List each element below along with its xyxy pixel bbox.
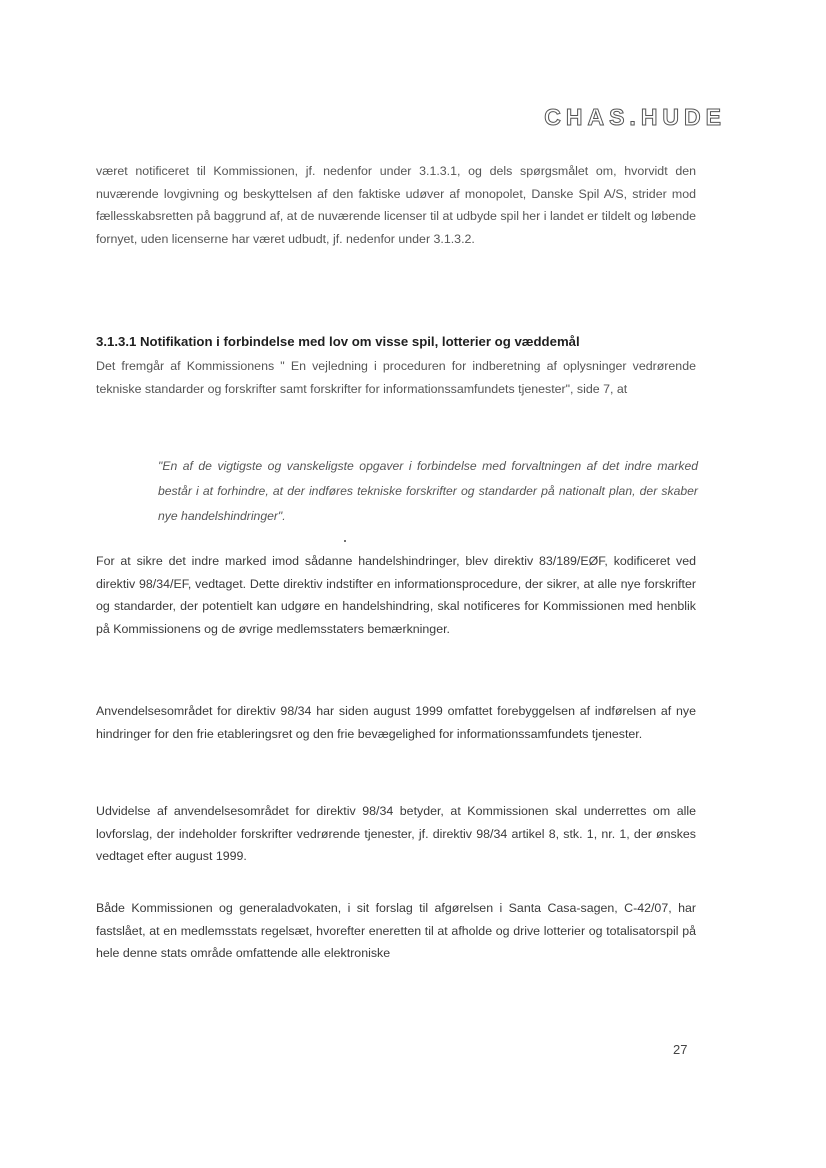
company-logo: CHAS.HUDE (544, 104, 726, 130)
paragraph-intro: været notificeret til Kommissionen, jf. nedenfor under 3.1.3.1, og dels spørgsmålet om, hvorvidt den nuværende lovgivning og beskyttelsen af den faktiske udøver af monopolet, Danske Spil A/S, strider mod fællesskabsretten på baggrund af, at de nuværende licenser til at udbyde spil her i landet er tildelt og løbende fornyet, uden licenserne har været udbudt, jf. nedenfor under 3.1.3.2. (96, 164, 696, 246)
paragraph-guidance: Det fremgår af Kommissionens " En vejledning i proceduren for indberetning af oplysninger vedrørende tekniske standarder og forskrifter samt forskrifter for informationssamfundets tjenester", side 7, at (96, 359, 696, 396)
paragraph-santa-casa: Både Kommissionen og generaladvokaten, i sit forslag til afgørelsen i Santa Casa-sagen, C-42/07, har fastslået, at en medlemsstats regelsæt, hvorefter eneretten til at afholde og drive lotterier og totalisatorspil på hele denne stats område omfattende alle elektroniske (96, 901, 696, 960)
page-number: 27 (673, 1042, 688, 1057)
paragraph-extension: Udvidelse af anvendelsesområdet for direktiv 98/34 betyder, at Kommissionen skal underrettes om alle lovforslag, der indeholder forskrifter vedrørende tjenester, jf. direktiv 98/34 artikel 8, stk. 1, nr. 1, der ønskes vedtaget efter august 1999. (96, 804, 696, 863)
section-heading: 3.1.3.1 Notifikation i forbindelse med lov om visse spil, lotterier og væddemål (96, 334, 580, 349)
scan-speck (344, 540, 346, 542)
block-quote: "En af de vigtigste og vanskeligste opgaver i forbindelse med forvaltningen af det indre marked består i at forhindre, at der indføres tekniske forskrifter og standarder på nationalt plan, der skaber nye handelshindringer". (158, 459, 698, 523)
paragraph-directive: For at sikre det indre marked imod sådanne handelshindringer, blev direktiv 83/189/EØF, kodificeret ved direktiv 98/34/EF, vedtaget. Dette direktiv indstifter en informationsprocedure, der sikrer, at alle nye forskrifter og standarder, der potentielt kan udgøre en handelshindring, skal notificeres for Kommissionen med henblik på Kommissionens og de øvrige medlemsstaters bemærkninger. (96, 554, 696, 636)
paragraph-scope: Anvendelsesområdet for direktiv 98/34 har siden august 1999 omfattet forebyggelsen af indførelsen af nye hindringer for den frie etableringsret og den frie bevægelighed for informationssamfundets tjenester. (96, 704, 696, 741)
